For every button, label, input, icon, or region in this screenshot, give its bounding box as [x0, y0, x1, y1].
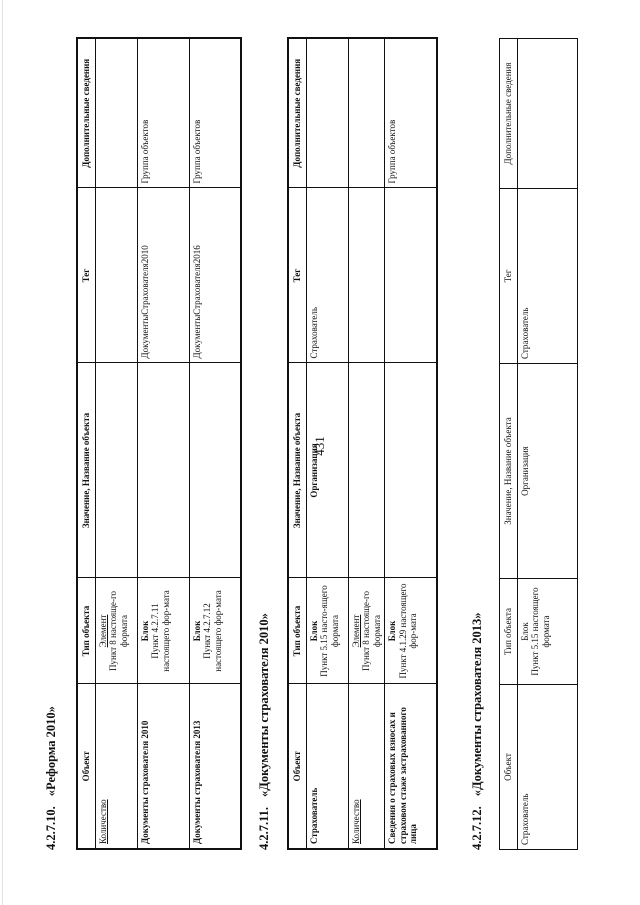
type-reference: Пункт 5.15 настоящего формата — [530, 587, 551, 676]
cell-object: Документы страхователя 2010 — [137, 684, 189, 849]
section-title: «Документы страхователя 2013» — [470, 612, 484, 797]
cell-object: Количество — [95, 684, 137, 849]
cell-object: Количество — [348, 684, 385, 849]
section-heading-reform-2010 — [44, 706, 59, 850]
type-reference: Пункт 4.1.29 настоящего фор-мата — [397, 583, 418, 679]
cell-tag — [385, 188, 437, 363]
cell-extra: Группа объектов — [385, 38, 437, 188]
cell-tag: ДокументыСтрахователя2010 — [137, 188, 189, 363]
type-reference: Пункт 5.15 насто-ящего формата — [319, 585, 340, 677]
cell-type — [189, 578, 241, 684]
cell-type — [306, 578, 348, 684]
table-reform-2010 — [76, 37, 242, 850]
table-row — [137, 38, 189, 849]
cell-object: Страхователь — [306, 684, 348, 849]
cell-object: Сведения о страховых взносах и страховом стаже застрахованного лица — [385, 684, 437, 849]
column-header-tag: Тег — [500, 189, 518, 364]
table-header-row — [500, 39, 518, 850]
table-row — [189, 38, 241, 849]
section-number: 4.2.7.11. — [257, 806, 271, 850]
type-title: Блок — [387, 620, 397, 642]
cell-value — [385, 363, 437, 578]
scan-edge-left — [2, 0, 3, 905]
column-header-value: Значение, Название объекта — [500, 364, 518, 579]
column-header-extra: Дополнительные сведения — [500, 39, 518, 189]
column-header-object: Объект — [288, 684, 306, 849]
cell-object: Страхователь — [517, 685, 577, 850]
table-documents-2013 — [499, 38, 578, 850]
column-header-extra: Дополнительные сведения — [77, 38, 95, 188]
cell-value: Организация — [306, 363, 348, 578]
cell-type — [137, 578, 189, 684]
cell-object: Документы страхователя 2013 — [189, 684, 241, 849]
column-header-extra: Дополнительные сведения — [288, 38, 306, 188]
type-title: Элемент — [350, 614, 361, 648]
cell-tag: Страхователь — [306, 188, 348, 363]
cell-extra — [348, 38, 385, 188]
table-header-row — [288, 38, 306, 849]
cell-extra: Группа объектов — [189, 38, 241, 188]
cell-value — [137, 363, 189, 578]
table-row — [348, 38, 385, 849]
cell-value — [348, 363, 385, 578]
type-reference: Пункт 4.2.7.11 настоящего фор-мата — [150, 590, 171, 672]
cell-extra — [95, 38, 137, 188]
cell-tag — [95, 188, 137, 363]
column-header-type: Тип объекта — [500, 579, 518, 685]
section-number: 4.2.7.10. — [44, 806, 58, 850]
column-header-value: Значение, Название объекта — [77, 363, 95, 578]
column-header-object: Объект — [77, 684, 95, 849]
table-row — [385, 38, 437, 849]
cell-type — [95, 578, 137, 684]
cell-extra — [306, 38, 348, 188]
page-number: 431 — [312, 436, 327, 456]
column-header-type: Тип объекта — [288, 578, 306, 684]
cell-value — [95, 363, 137, 578]
table-header-row — [77, 38, 95, 849]
type-title: Блок — [308, 620, 319, 642]
section-heading-documents-2013 — [470, 612, 485, 850]
type-reference: Пункт 8 настояще-го формата — [361, 591, 382, 671]
column-header-object: Объект — [500, 685, 518, 850]
cell-tag: ДокументыСтрахователя2016 — [189, 188, 241, 363]
type-title: Блок — [519, 622, 530, 641]
type-reference: Пункт 8 настояще-го формата — [108, 591, 129, 671]
section-number: 4.2.7.12. — [470, 806, 484, 850]
table-row — [306, 38, 348, 849]
column-header-tag: Тег — [77, 188, 95, 363]
table-row — [95, 38, 137, 849]
column-header-value: Значение, Название объекта — [288, 363, 306, 578]
column-header-type: Тип объекта — [77, 578, 95, 684]
cell-value — [189, 363, 241, 578]
section-heading-documents-2010 — [257, 613, 272, 850]
section-title: «Документы страхователя 2010» — [257, 613, 271, 797]
column-header-tag: Тег — [288, 188, 306, 363]
type-title: Блок — [139, 620, 150, 642]
section-title: «Реформа 2010» — [44, 706, 58, 797]
cell-extra — [517, 39, 577, 189]
cell-type — [385, 578, 437, 684]
type-title: Элемент — [97, 614, 108, 648]
cell-type — [348, 578, 385, 684]
cell-tag — [348, 188, 385, 363]
cell-tag: Страхователь — [517, 189, 577, 364]
table-documents-2010 — [287, 37, 438, 850]
cell-extra: Группа объектов — [137, 38, 189, 188]
table-row — [517, 39, 577, 850]
type-title: Блок — [191, 620, 202, 642]
type-reference: Пункт 4.2.7.12 настоящего фор-мата — [202, 590, 223, 672]
cell-value: Организация — [517, 364, 577, 579]
cell-type — [517, 579, 577, 685]
